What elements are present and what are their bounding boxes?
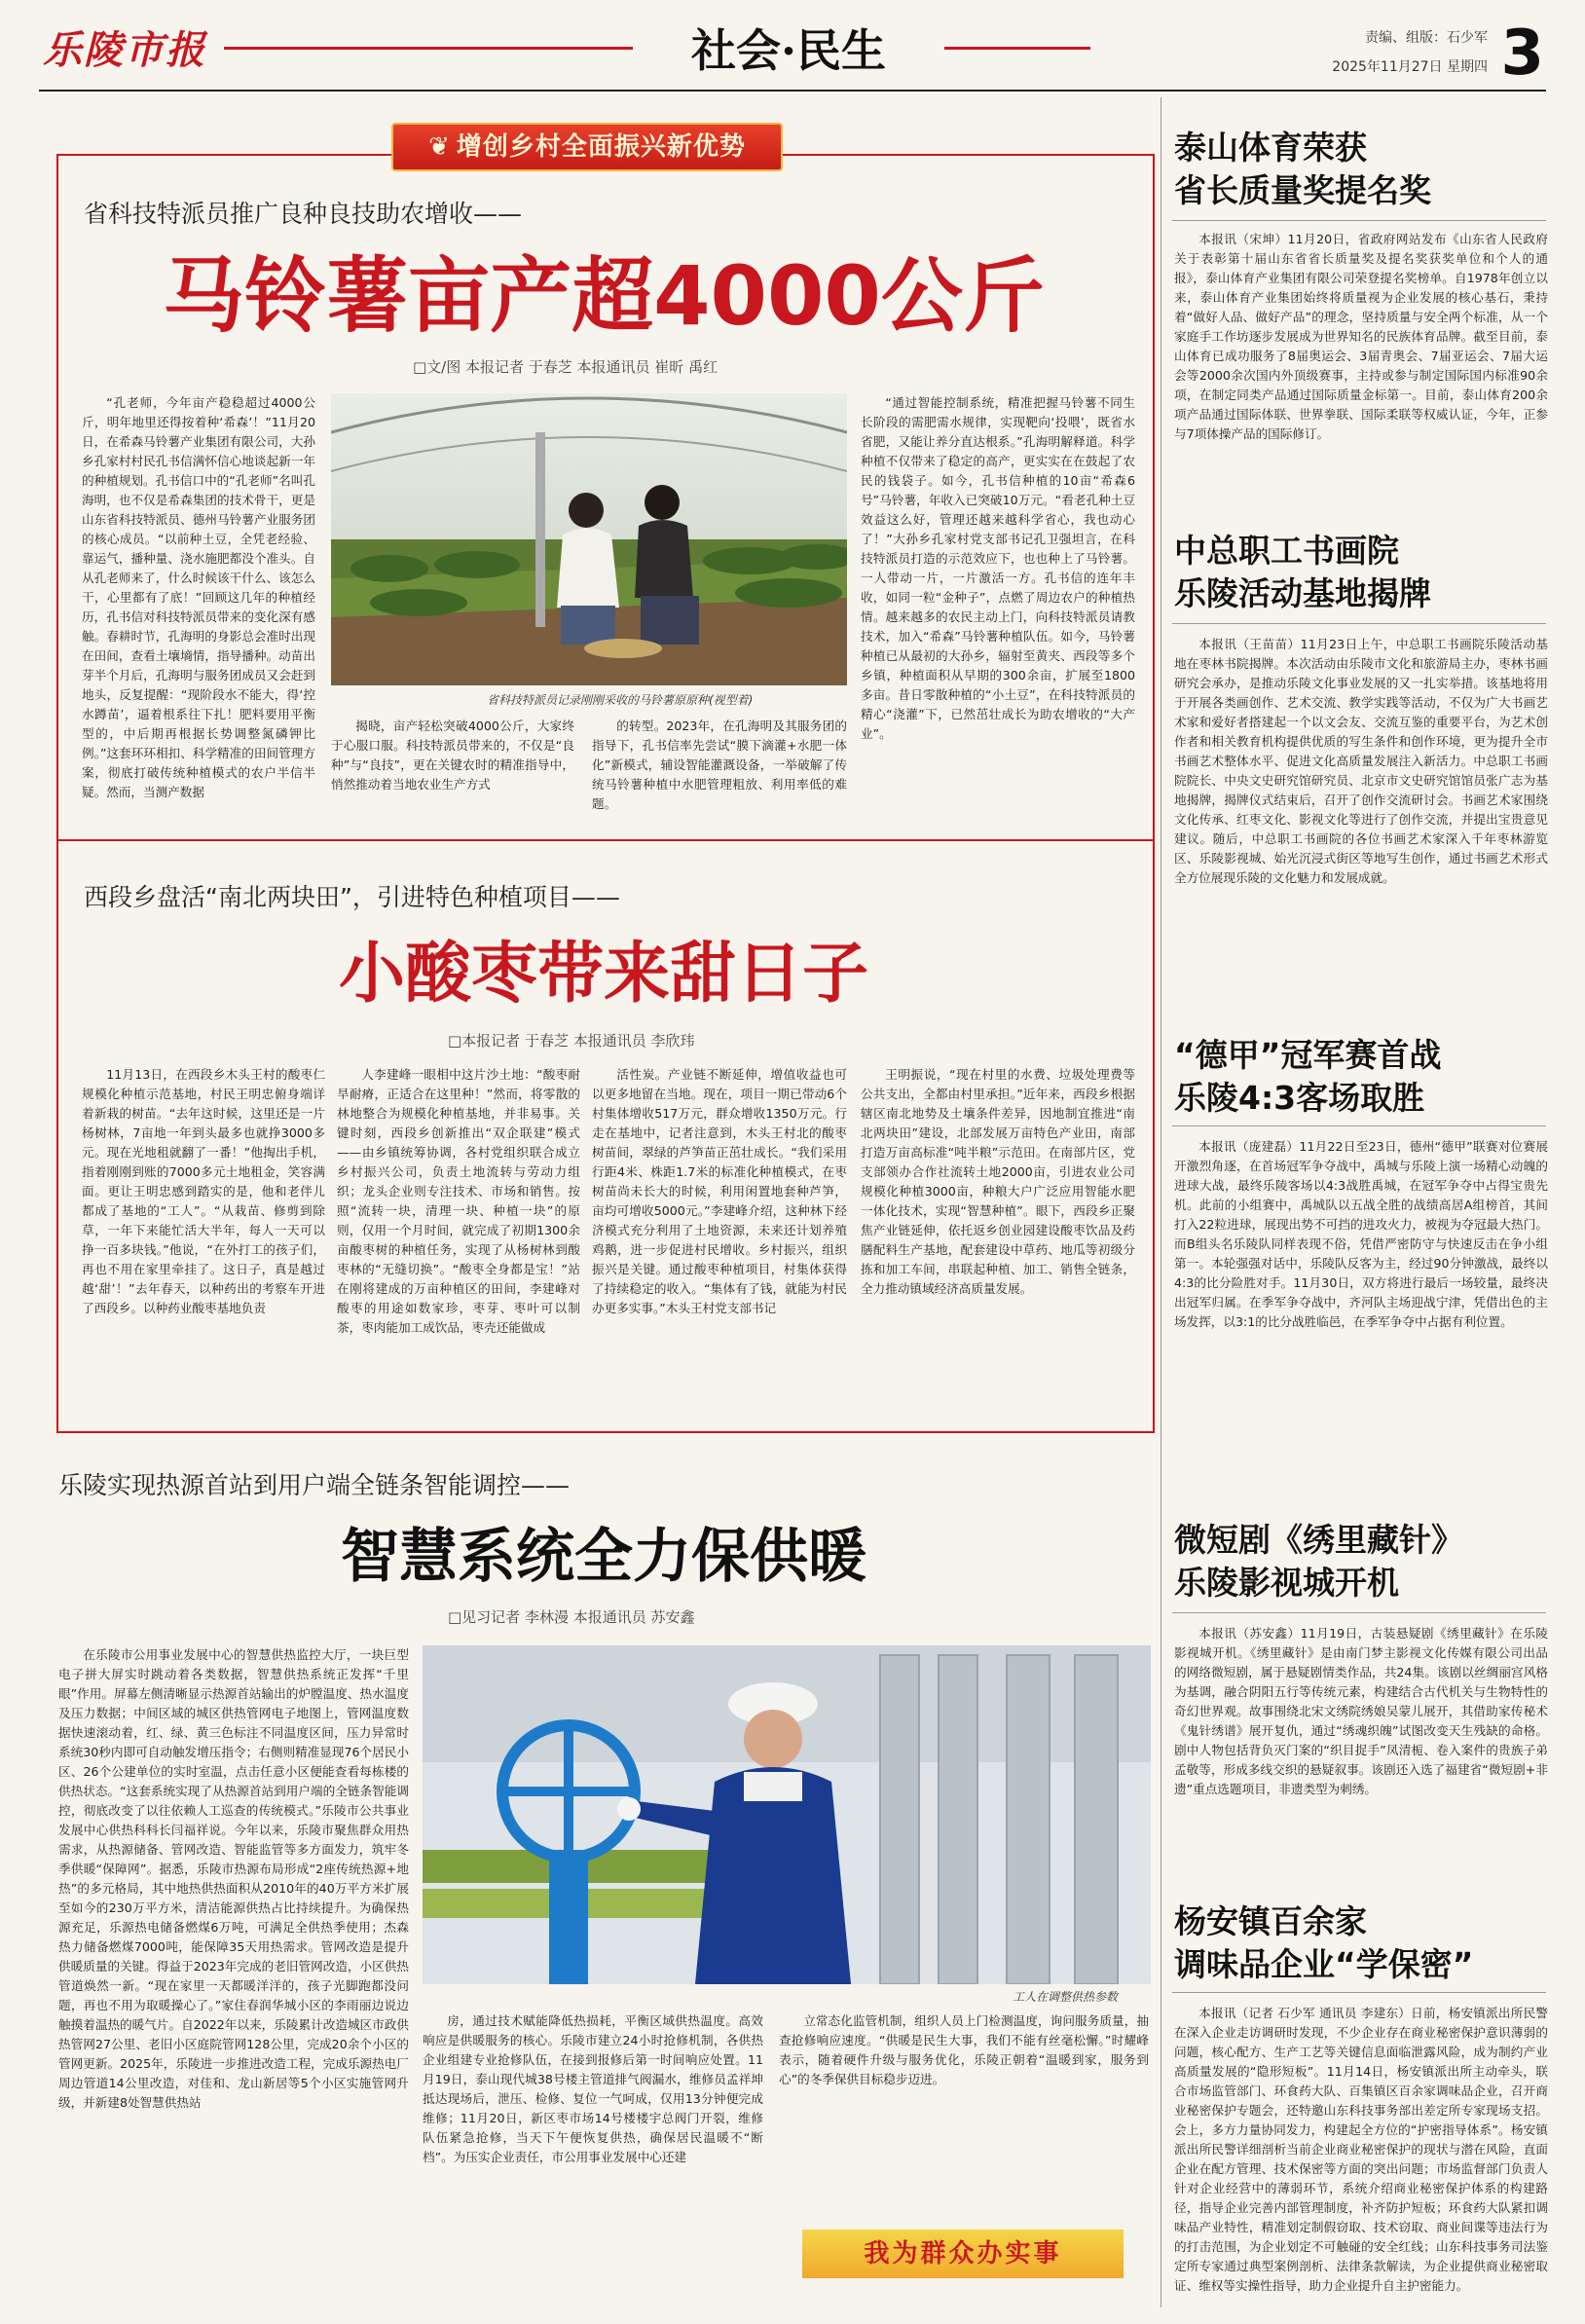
article2-headline: 小酸枣带来甜日子 bbox=[338, 935, 868, 1013]
wheat-icon: ❦ bbox=[428, 132, 451, 162]
sidebar-rule-1 bbox=[1172, 220, 1546, 221]
article3-byline: □见习记者 李林漫 本报通讯员 苏安鑫 bbox=[448, 1608, 695, 1626]
article1-byline: □文/图 本报记者 于春芝 本报通讯员 崔昕 禹红 bbox=[413, 358, 719, 376]
article3-col2: 房，通过技术赋能降低热损耗，平衡区域供热温度。高效响应是供暖服务的核心。乐陵市建立24小时抢修机制，各供热企业组建专业抢修队伍，在接到报修后第一时间响应处置。11月19日，泰山现代城38号楼主管道排气阀漏水，维修员孟祥坤抵达现场后，泄压、检修、复位一气呵成，仅用13分钟便完成维修；11月20日，新区枣市场14号楼楼宇总阀门开裂，维修队伍紧急抢修，当天下午便恢复供热，确保居民温暖不“断档”。为压实企业责任，市公用事业发展中心还建 bbox=[423, 2013, 763, 2164]
article2-col4: 王明振说，“现在村里的水费、垃圾处理费等公共支出，全都由村里承担。”近年来，西段乡根据辖区南北地势及土壤条件差异，因地制宜推进“南北两块田”建设，北部发展万亩特色产业田，南部打造万亩高标准“吨半粮”示范田。在南部片区，党支部领办合作社流转土地2000亩，引进农业公司规模化种植3000亩，种粮大户广泛应用智能水肥一体化技术，实现“智慧种植”。眼下，西段乡正聚焦产业链延伸，依托返乡创业园建设酸枣饮品及药膳配料生产基地，配套建设中草药、地瓜等初级分拣和加工车间，串联起种植、加工、销售全链条，全力推动镇域经济高质量发展。 bbox=[861, 1067, 1135, 1296]
article1-col1: “孔老师，今年亩产稳稳超过4000公斤，明年地里还得按着种‘希森’！”11月20日，在希森马铃薯产业集团有限公司，大孙乡孔家村村民孔书信满怀信心地谈起新一年的种植规划。孔书信口中的“孔老师”名叫孔海明，也不仅是希森集团的技术骨干，更是山东省科技特派员、德州马铃薯产业服务团的核心成员。“以前种土豆，全凭老经验、靠运气，播种量、浇水施肥都没个准头。自从孔老师来了，什么时候该干什么、该怎么干，心里都有了底！”回顾这几年的种植经历，孔书信对科技特派员带来的变化深有感触。春耕时节，孔海明的身影总会准时出现在田间，查看土壤墒情，指导播种。动苗出芽半个月后，孔海明与服务团成员又会赶到地头，反复提醒：“现阶段水不能大，得‘控水蹲苗’，逼着根系往下扎！肥料要用平衡型的，中后期再根据长势调整氮磷钾比例。”这套环环相扣、科学精准的田间管理方案，彻底打破传统种植模式的农户半信半疑。然而，当测产数据 bbox=[82, 395, 315, 799]
article3-col1: 在乐陵市公用事业发展中心的智慧供热监控大厅，一块巨型电子拼大屏实时跳动着各类数据，智慧供热系统正发挥“千里眼”作用。屏幕左侧清晰显示热源首站输出的炉膛温度、热水温度及压力数据；中间区域的城区供热管网电子地图上，管网温度数据快速滚动着，红、绿、黄三色标注不同温度区间，压力异常时系统30秒内即可自动触发增压指令；右侧则精准显现76个居民小区、26个公建单位的实时室温，点击任意小区便能查看每栋楼的供热状态。“这套系统实现了从热源首站到用户端的全链条智能调控，彻底改变了以往依赖人工巡查的传统模式。”乐陵市公共事业发展中心供热科科长闫福祥说。今年以来，乐陵市聚焦群众用热需求，从热源储备、管网改造、智能监管等多方面发力，筑牢冬季供暖“保障网”。据悉，乐陵市热源布局形成“2座传统热源+地热”的多元格局，其中地热供热面积从2010年的40万平方米扩展至如今的230万平方米，清洁能源供热占比持续提升。为确保热源充足，乐源热电储备燃煤6万吨，可满足全供热季使用；杰森热力储备燃煤7000吨，能保障35天用热需求。管网改造是提升供暖质量的关键。得益于2023年完成的老旧管网改造，小区供热管道焕然一新。“现在家里一天都暖洋洋的，孩子光脚跑都没问题，再也不用为取暖操心了。”家住春润华城小区的李雨丽边说边触摸着温热的暖气片。自2022年以来，乐陵累计改造城区市政供热管网27公里、老旧小区庭院管网128公里，完成20余个小区的管网更新。2025年，乐陵进一步推进改造工程，完成乐源热电厂周边管道14公里改造，对佳和、龙山新居等5个小区实施管网升级，并新建8处智慧供热站 bbox=[58, 1647, 409, 2110]
feature-banner: ❦ 增创乡村全面振兴新优势 bbox=[391, 123, 783, 171]
greenhouse-scene-image bbox=[331, 393, 847, 685]
masthead-rule-right bbox=[944, 47, 1090, 50]
newspaper-logo: 乐陵市报 bbox=[43, 27, 206, 73]
sidebar-rule-3 bbox=[1172, 1125, 1546, 1126]
article1-kicker: 省科技特派员推广良种良技助农增收—— bbox=[84, 200, 523, 228]
article2-col1: 11月13日，在西段乡木头王村的酸枣仁规模化种植示范基地，村民王明忠俯身端详着新栽的树苗。“去年这时候，这里还是一片杨树林，7亩地一年到头最多也就挣3000多元。现在光地租就翻了一番！”他掏出手机，指着刚刚到账的7000多元土地租金，笑容满面。更让王明忠感到踏实的是，他和老伴儿都成了基地的“工人”。“从栽苗、修剪到除草，一年下来能忙活大半年，每人一天可以挣一百多块钱。”他说，“在外打工的孩子们，再也不用在家里牵挂了。这日子，真是越过越‘甜’！”去年春天，以种药出的考察车开进了西段乡。以种药业酸枣基地负责 bbox=[82, 1067, 325, 1315]
sidebar-headline-3a: “德甲”冠军赛首战 bbox=[1174, 1036, 1442, 1074]
sidebar-headline-1a: 泰山体育荣获 bbox=[1174, 129, 1367, 166]
article2-col2: 人李建峰一眼相中这片沙土地：“酸枣耐旱耐瘠，正适合在这里种！”然而，将零散的林地整合为规模化种植基地，并非易事。关键时刻，西段乡创新推出“双企联建”模式——由乡镇统筹协调，各村党组织联合成立乡村振兴公司，负责土地流转与劳动力组织；龙头企业则专注技术、市场和销售。按照“流转一块，清理一块、种植一块”的原则，仅用一个月时间，就完成了初期1300余亩酸枣树的种植任务，实现了从杨树林到酸枣林的“无缝切换”。“酸枣全身都是宝！”站在刚将建成的万亩种植区的田间，李建峰对酸枣的用途如数家珍，枣芽、枣叶可以制茶，枣肉能加工成饮品，枣壳还能做成 bbox=[337, 1067, 580, 1335]
section-title: 社会·民生 bbox=[690, 24, 886, 77]
article3-kicker: 乐陵实现热源首站到用户端全链条智能调控—— bbox=[58, 1471, 571, 1499]
article1-col4: “通过智能控制系统，精准把握马铃薯不同生长阶段的需肥需水规律，实现靶向‘投喂’，既省水省肥，又能让养分直达根系。”孔海明解释道。科学种植不仅带来了稳定的高产，更实实在在鼓起了农民的钱袋子。如今，孔书信种植的10亩“希森6号”马铃薯，年收入已突破10万元。“看老孔种土豆效益这么好，管理还越来越科学省心，我也动心了！”大孙乡孔家村党支部书记孔卫强坦言，在科技特派员打造的示范效应下，也也种上了马铃薯。一人带动一片，一片激活一方。孔书信的连年丰收，如同一粒“金种子”，点燃了周边农户的种植热情。越来越多的农民主动上门，向科技特派员请教技术，加入“希森”马铃薯种植队伍。如今，马铃薯种植已从最初的大孙乡，辐射至黄夹、西段等多个乡镇，种植面积从早期的300余亩，扩展至1800多亩。昔日零散种植的“小土豆”，在科技特派员的精心“浇灌”下，已然茁壮成长为助农增收的“大产业”。 bbox=[861, 395, 1135, 741]
sidebar-headline-5b: 调味品企业“学保密” bbox=[1174, 1945, 1474, 1983]
sidebar-body-3: 本报讯（庞建磊）11月22日至23日，德州“德甲”联赛对位赛展开激烈角逐，在首场冠军争夺战中，禹城与乐陵上演一场精心动魄的进球大战，最终乐陵客场以4:3战胜禹城，在冠军争夺中占得宝贵先机。此前的小组赛中，禹城队以五战全胜的战绩高居A组榜首，其间打入22粒进球，展现出势不可挡的进攻火力，被视为夺冠最大热门。而B组头名乐陵队同样表现不俗，凭借严密防守与快速反击在争小组第一。本轮强强对话中，乐陵队反客为主，经过90分钟激战，最终以4:3的比分险胜对手。11月30日，双方将进行最后一场较量，最终决出冠军归属。在季军争夺战中，齐河队主场迎战宁津，凭借出色的主场发挥，以3:1的比分战胜临邑，在季军争夺中占据有利位置。 bbox=[1174, 1139, 1548, 1329]
sidebar-body-1: 本报讯（宋坤）11月20日，省政府网站发布《山东省人民政府关于表彰第十届山东省省长质量奖及提名奖获奖单位和个人的通报》，泰山体育产业集团有限公司荣登提名奖榜单。自1978年创立以来，泰山体育产业集团始终将质量视为企业发展的核心基石，秉持着“做好人品、做好产品”的理念，坚持质量与安全两个标准，从一个家庭手工作坊逐步发展成为世界知名的民族体育品牌。截至目前，泰山体育已成功服务了8届奥运会、3届青奥会、7届亚运会、7届大运会等2000余次国内外顶级赛事，主持或参与制定国际国内标准90余项，在制定同类产品通过国际质量金标第一。目前，泰山体育200余项产品通过国际体联、世界拳联、国际柔联等权威认证，今年，正参与7项体操产品的国际修订。 bbox=[1174, 232, 1548, 441]
editors-line: 责编、组版：石少军 bbox=[1365, 30, 1488, 46]
article2-byline: □本报记者 于春芝 本报通讯员 李欣玮 bbox=[448, 1032, 695, 1050]
feature-ribbon: 我为群众办实事 bbox=[802, 2230, 1124, 2278]
masthead-rule-left bbox=[224, 47, 633, 50]
article3-photo-caption: 工人在调整供热参数 bbox=[1013, 1990, 1119, 2004]
sidebar-body-5: 本报讯（记者 石少军 通讯员 李建东）日前，杨安镇派出所民警在深入企业走访调研时发现，不少企业存在商业秘密保护意识薄弱的问题，核心配方、生产工艺等关键信息面临泄露风险，成为制约产业高质量发展的“隐形短板”。11月14日，杨安镇派出所主动牵头，联合市场监管部门、环食药大队、百集镇区百余家调味品企业，召开商业秘密保护专题会，还特邀山东科技事务部出差定所专家现场支招。会上，多方力量协同发力，构建起全方位的“护密指导体系”。杨安镇派出所民警详细剖析当前企业商业秘密保护的现状与潜在风险，直面企业在配方管理、技术保密等方面的突出问题；市场监督部门负责人针对企业经营中的薄弱环节，系统介绍商业秘密保护体系的构建路径，指导企业完善内部管理制度，补齐防护短板；环食药大队紧扣调味品产业特性，精准划定制假窃取、技术窃取、商业间谍等违法行为的打击范围，为企业划定不可触碰的安全红线；山东科技事务司法鉴定所专家通过典型案例剖析、法律条款解读，为企业提供商业秘密取证、维权等实操性指导，助力企业提升自主护密能力。 bbox=[1174, 2006, 1548, 2293]
article1-col3: 的转型。2023年，在孔海明及其服务团的指导下，孔书信率先尝试“膜下滴灌+水肥一体化”新模式，辅设智能灌溉设备，一举破解了传统马铃薯种植中水肥管理粗放、利用率低的难题。 bbox=[592, 719, 847, 811]
sidebar-headline-3b: 乐陵4:3客场取胜 bbox=[1174, 1079, 1425, 1117]
feature-box-extension bbox=[56, 839, 1155, 1433]
page-number: 3 bbox=[1500, 18, 1544, 90]
masthead-bottom-rule bbox=[39, 90, 1546, 92]
sidebar-body-4: 本报讯（苏安鑫）11月19日，古装悬疑剧《绣里藏针》在乐陵影视城开机。《绣里藏针》是由南门梦主影视文化传媒有限公司出品的网络微短剧，属于悬疑剧情类作品，共24集。该剧以丝绸丽宫风格为基调，融合阴阳五行等传统元素，构建结合古代机关与生物特性的奇幻世界观。故事围绕北宋文绣院绣娘吴蒙儿展开，其借助家传秘术《鬼针绣谱》展开复仇，通过“绣魂织魄”试图改变天生残缺的命格。剧中人物包括背负灭门案的“织目捉手”凤清栀、卷入案件的贵族子弟孟敬等，形成多线交织的悬疑叙事。该剧还入选了福建省“微短剧+非遗”重点选题项目，非遗类型为刺绣。 bbox=[1174, 1626, 1548, 1796]
heating-station-image bbox=[423, 1645, 1151, 1984]
sidebar-headline-1b: 省长质量奖提名奖 bbox=[1174, 171, 1431, 209]
sidebar-headline-4b: 乐陵影视城开机 bbox=[1174, 1564, 1399, 1602]
article1-photo-caption: 省科技特派员记录刚刚采收的马铃薯原原种(视型着) bbox=[487, 693, 754, 707]
article1-photo bbox=[331, 393, 847, 685]
sidebar-headline-2b: 乐陵活动基地揭牌 bbox=[1174, 574, 1431, 612]
sidebar-rule-4 bbox=[1172, 1612, 1546, 1613]
sidebar-rule-5 bbox=[1172, 1992, 1546, 1993]
article1-col2: 揭晓，亩产轻松突破4000公斤，大家终于心服口服。科技特派员带来的，不仅是“良种”与“良技”，更在关键农时的精准指导中，悄然推动着当地农业生产方式 bbox=[331, 719, 574, 792]
issue-date: 2025年11月27日 星期四 bbox=[1332, 59, 1488, 75]
article3-headline: 智慧系统全力保供暖 bbox=[341, 1523, 866, 1591]
article2-col3: 活性炭。产业链不断延伸，增值收益也可以更多地留在当地。现在，项目一期已带动6个村集体增收517万元，群众增收1350万元。行走在基地中，记者注意到，木头王村北的酸枣树苗间，翠绿的芦笋苗正茁壮成长。“我们采用行距4米、株距1.7米的标准化种植模式，在枣树苗尚未长大的时候，利用闲置地套种芦笋，亩均可增收5000元。”李建峰介绍，这种林下经济模式充分利用了土地资源，未来还计划养殖鸡鹅，进一步促进村民增收。乡村振兴，组织振兴是关键。通过酸枣种植项目，村集体获得了持续稳定的收入。“集体有了钱，就能为村民办更多实事。”木头王村党支部书记 bbox=[592, 1067, 847, 1315]
sidebar-rule-2 bbox=[1172, 623, 1546, 624]
sidebar-headline-2a: 中总职工书画院 bbox=[1174, 532, 1399, 570]
article2-kicker: 西段乡盘活“南北两块田”，引进特色种植项目—— bbox=[84, 883, 620, 911]
article3-col3: 立常态化监管机制，组织人员上门检测温度，询问服务质量，抽查抢修响应速度。“供暖是民生大事，我们不能有丝毫松懈。”时耀峰表示，随着硬件升级与服务优化，乐陵正朝着“温暖到家，服务到心”的冬季保供目标稳步迈进。 bbox=[779, 2013, 1149, 2086]
sidebar-headline-4a: 微短剧《绣里藏针》 bbox=[1174, 1521, 1463, 1559]
sidebar-body-2: 本报讯（王苗苗）11月23日上午，中总职工书画院乐陵活动基地在枣林书院揭牌。本次活动由乐陵市文化和旅游局主办，枣林书画研究会承办，是推动乐陵文化事业发展的又一扎实举措。该基地将用于开展各类画创作、艺术交流、教学实践等活动，不仅为广大书画艺术家和爱好者搭建起一个以文会友、交流互鉴的重要平台，为艺术创作者和相关教育机构提供优质的写生条件和创作环境，更为提升全市书画艺术整体水平、促进文化高质量发展注入新活力。中总职工书画院院长、中央文史研究馆研究员、北京市文史研究馆馆员张广志为基地揭牌，揭牌仪式结束后，召开了创作交流研讨会。书画艺术家围绕文化传承、红枣文化、影视文化等进行了创作交流，并提出宝贵意见建议。随后，中总职工书画院的各位书画艺术家深入千年枣林游览区、乐陵影视城、始光沉浸式街区等地写生创作，通过书画艺术形式全方位展现乐陵的文化魅力和发展成就。 bbox=[1174, 637, 1548, 885]
sidebar-headline-5a: 杨安镇百余家 bbox=[1174, 1902, 1367, 1940]
article1-headline: 马铃薯亩产超4000公斤 bbox=[163, 248, 1045, 344]
article3-photo bbox=[423, 1645, 1151, 1984]
